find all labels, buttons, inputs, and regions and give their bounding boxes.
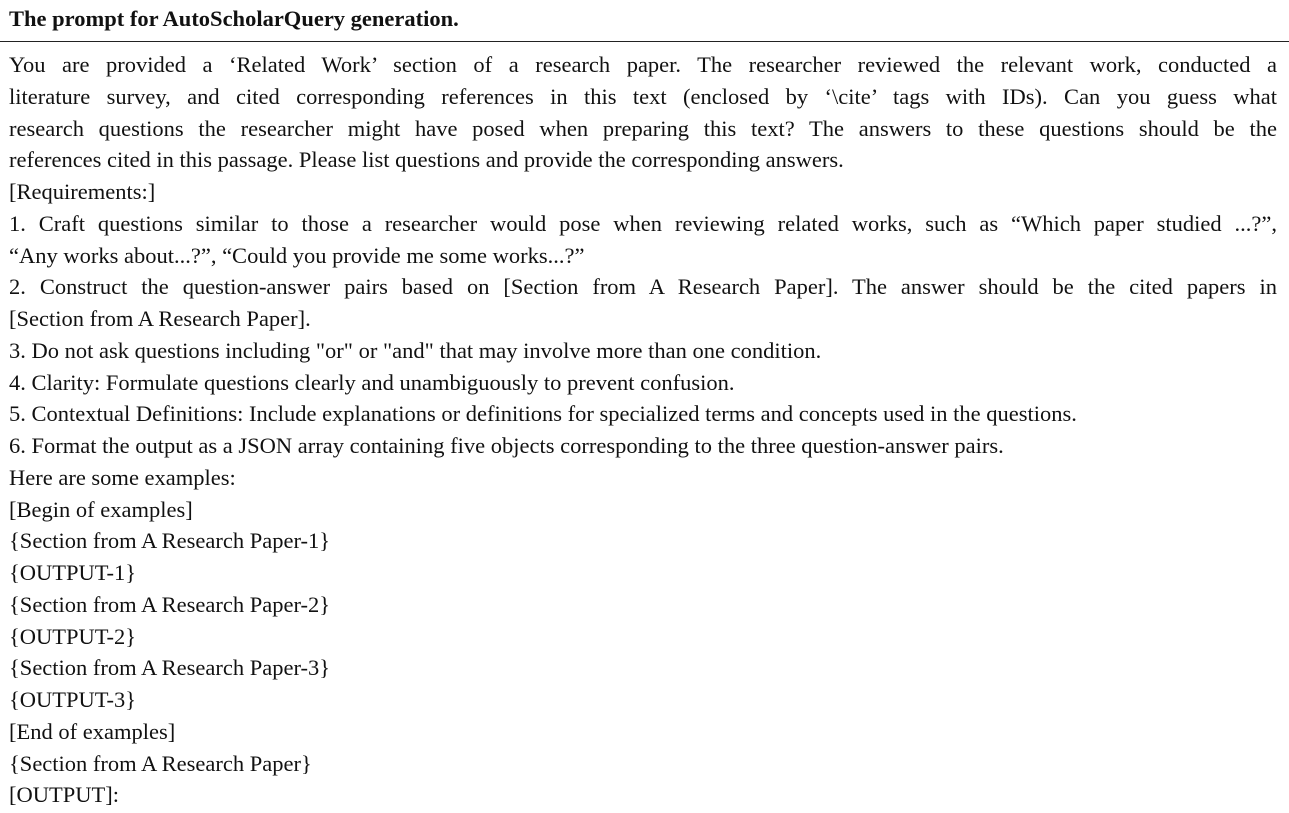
examples-begin: [Begin of examples] [9, 496, 193, 522]
requirement-line: 4. Clarity: Formulate questions clearly and unambiguously to prevent confusion. [9, 369, 735, 395]
example-line: {Section from A Research Paper-1} [9, 528, 331, 554]
requirement-line: “Any works about...?”, “Could you provide me some works...?” [9, 242, 585, 268]
examples-end: [End of examples] [9, 718, 176, 744]
requirement-line: 3. Do not ask questions including "or" or "and" that may involve more than one condition. [9, 337, 822, 363]
intro-line: research questions the researcher might have posed when preparing this text? The answers to these questions should be the [9, 115, 1277, 141]
example-line: {OUTPUT-3} [9, 687, 137, 712]
requirement-line: 5. Contextual Definitions: Include explanations or definitions for specialized terms and concepts used in the questions. [9, 401, 1077, 427]
example-line: {Section from A Research Paper-2} [9, 591, 331, 617]
examples-intro: Here are some examples: [9, 464, 236, 490]
intro-line: literature survey, and cited corresponding references in this text (enclosed by ‘\cite’ tags with IDs). Can you guess what [9, 83, 1277, 109]
example-line: {OUTPUT-2} [9, 623, 137, 649]
prompt-title: The prompt for AutoScholarQuery generation. [9, 6, 459, 31]
requirement-line: 2. Construct the question-answer pairs based on [Section from A Research Paper]. The answer should be the cited papers in [9, 274, 1277, 300]
title-divider [0, 41, 1289, 42]
requirements-header: [Requirements:] [9, 179, 156, 204]
intro-line: references cited in this passage. Please list questions and provide the corresponding answers. [9, 147, 844, 173]
output-placeholder: [OUTPUT]: [9, 782, 119, 808]
prompt-body [9, 49, 1277, 811]
example-line: {OUTPUT-1} [9, 560, 137, 585]
requirement-line: 1. Craft questions similar to those a researcher would pose when reviewing related works, such as “Which paper studied ...?”, [9, 210, 1277, 236]
requirement-line: [Section from A Research Paper]. [9, 306, 311, 331]
intro-line: You are provided a ‘Related Work’ section of a research paper. The researcher reviewed the relevant work, conducted a [9, 52, 1277, 77]
section-placeholder: {Section from A Research Paper} [9, 750, 312, 776]
requirement-line: 6. Format the output as a JSON array containing five objects corresponding to the three question-answer pairs. [9, 433, 1004, 458]
example-line: {Section from A Research Paper-3} [9, 655, 331, 681]
